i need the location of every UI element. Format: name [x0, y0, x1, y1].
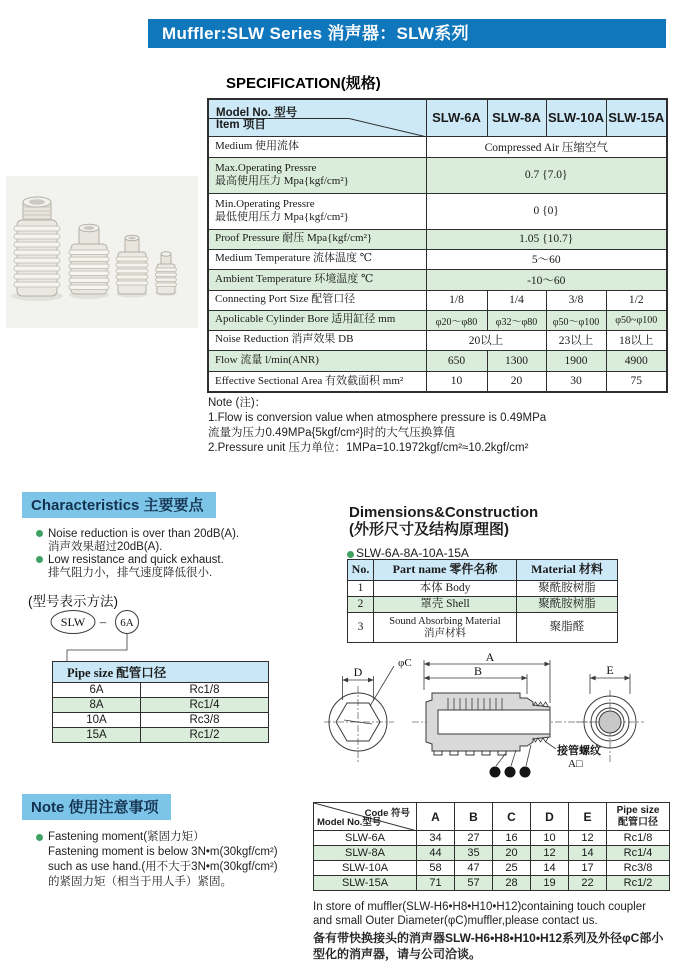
code-dim-header: D — [531, 803, 569, 831]
bullet-item — [36, 554, 326, 579]
spec-row-medium-temp: Medium Temperature 流体温度 ℃ 5～60 — [208, 249, 667, 269]
code-pipe-header: Pipe size 配管口径 — [607, 803, 670, 831]
pipe-size-table — [52, 661, 269, 743]
parts-table — [347, 559, 618, 643]
label-line-en: Max.Operating Pressre — [215, 161, 317, 174]
spec-row-bore: Apolicable Cylinder Bore 适用缸径 mm φ20～φ80 φ32～φ80 φ50～φ100 φ50~φ100 — [208, 310, 667, 330]
corner-model-label: Model No.型号 — [317, 817, 382, 828]
code-dim-header: E — [569, 803, 607, 831]
characteristics-bullets — [36, 528, 326, 580]
pipe-row: 8A Rc1/4 — [53, 698, 269, 713]
spec-row-noise: Noise Reduction 消声效果 DB 20以上 23以上 18以上 — [208, 330, 667, 350]
footer-line-en: and small Outer Diameter(φC)muffler,please contact us. — [313, 915, 598, 927]
callout-1: 1 — [523, 768, 527, 777]
dim-b-label: B — [473, 664, 483, 678]
pipe-table-header: Pipe size 配管口径 — [53, 662, 269, 683]
footer-line-en: In store of muffler(SLW-H6•H8•H10•H12)containing touch coupler — [313, 901, 646, 913]
parts-row: 2 罩壳 Shell 聚酰胺树脂 — [348, 597, 618, 613]
footer-line-cn: 备有带快换接头的消声器SLW-H6•H8•H10•H12系列及外径φC部小 — [313, 931, 664, 945]
parts-row: 3 Sound Absorbing Material 消声材料 聚脂醛 — [348, 613, 618, 643]
code-row: SLW-8A 44 35 20 12 14 Rc1/4 — [314, 846, 670, 861]
callout-3: 3 — [493, 768, 497, 777]
bullet-text-en: Low resistance and quick exhaust. — [48, 554, 224, 566]
page-title: Muffler:SLW Series 消声器：SLW系列 — [162, 24, 469, 43]
model-prefix: SLW — [60, 615, 86, 629]
title-bar — [148, 19, 666, 48]
spec-corner-cell — [208, 99, 426, 136]
pipe-row: 15A Rc1/2 — [53, 728, 269, 743]
bullet-text-cn: 排气阻力小，排气速度降低很小. — [48, 566, 213, 579]
footer-note — [313, 900, 675, 962]
model-code-caption: (型号表示方法) — [28, 594, 118, 609]
code-row: SLW-6A 34 27 16 10 12 Rc1/8 — [314, 831, 670, 846]
spec-note-line: 2.Pressure unit 压力单位：1MPa=10.1972kgf/cm²≈10.2kgf/cm² — [208, 442, 529, 454]
corner-code-label: Code 符号 — [364, 808, 410, 819]
model-size: 6A — [120, 617, 134, 629]
thread-label: 接管螺纹 — [557, 745, 601, 757]
model-header: SLW-8A — [487, 99, 546, 136]
code-dim-header: B — [455, 803, 493, 831]
model-dash: – — [99, 614, 107, 629]
spec-row-min-pressure: Min.Operating Pressre 最低使用压力 Mpa{kgf/cm²} 0 {0} — [208, 193, 667, 229]
dimensions-heading — [349, 504, 538, 538]
usage-note-heading: Note 使用注意事项 — [22, 794, 171, 820]
green-bullet-icon — [36, 556, 43, 563]
model-code-diagram — [35, 606, 275, 662]
bullet-item — [36, 830, 336, 890]
spec-row-port-size: Connecting Port Size 配管口径 1/8 1/4 3/8 1/2 — [208, 290, 667, 310]
code-row: SLW-10A 58 47 25 14 17 Rc3/8 — [314, 861, 670, 876]
dimensions-title-en: Dimensions&Construction — [349, 504, 539, 521]
parts-header-name: Part name 零件名称 — [374, 560, 517, 581]
section-view — [412, 650, 620, 778]
spec-note — [208, 396, 678, 456]
corner-item-label: Item 项目 — [216, 118, 266, 131]
characteristics-heading: Characteristics 主要要点 — [22, 492, 216, 518]
spec-note-line: 1.Flow is conversion value when atmosphere pressure is 0.49MPa — [208, 412, 547, 424]
thread-sub-label: A□ — [568, 758, 583, 770]
pipe-row: 10A Rc3/8 — [53, 713, 269, 728]
technical-drawing — [320, 650, 680, 790]
green-bullet-icon — [36, 834, 43, 841]
callout-2: 2 — [508, 768, 512, 777]
connector-line — [67, 634, 127, 663]
spec-row-area: Effective Sectional Area 有效截面积 mm² 10 20 30 75 — [208, 371, 667, 392]
bullet-text-cn: 消声效果超过20dB(A). — [48, 540, 163, 553]
dim-c-label: φC — [398, 657, 412, 669]
dim-a-label: A — [485, 650, 495, 664]
parts-header-material: Material 材料 — [517, 560, 618, 581]
spec-note-title: Note (注)： — [208, 397, 267, 409]
model-header: SLW-10A — [546, 99, 606, 136]
corner-model-label: Model No. 型号 — [216, 107, 298, 119]
specification-table — [207, 98, 668, 393]
specification-heading: SPECIFICATION(规格) — [226, 75, 381, 92]
dim-d-label: D — [353, 665, 363, 679]
dim-e-label: E — [606, 663, 614, 677]
parts-header-no: No. — [348, 560, 374, 581]
bullet-text-en: Noise reduction is over than 20dB(A). — [48, 528, 240, 540]
code-corner-cell — [314, 803, 417, 831]
dimensions-title-cn: (外形尺寸及结构原理图) — [349, 521, 509, 538]
model-header: SLW-15A — [606, 99, 667, 136]
spec-row-ambient-temp: Ambient Temperature 环境温度 ℃ -10～60 — [208, 269, 667, 290]
spec-row-flow: Flow 流量 l/min(ANR) 650 1300 1900 4900 — [208, 350, 667, 371]
spec-row-proof: Proof Pressure 耐压 Mpa{kgf/cm²} 1.05 {10.7} — [208, 229, 667, 249]
code-dim-header: C — [493, 803, 531, 831]
spec-note-line: 流量为压力0.49MPa{5kgf/cm²}时的大气压换算值 — [208, 427, 456, 439]
usage-line: such as use hand.(用不大于3N•m(30kgf/cm²) — [48, 861, 278, 873]
parts-row: 1 本体 Body 聚酰胺树脂 — [348, 581, 618, 597]
usage-bullet-title: Fastening moment(紧固力矩） — [48, 831, 205, 843]
green-bullet-icon — [347, 551, 354, 558]
footer-line-cn: 型化的消声器，请与公司洽谈。 — [313, 947, 482, 961]
label-line-cn: 最高使用压力 Mpa{kgf/cm²} — [215, 175, 349, 187]
spec-row-max-pressure: Max.Operating Pressre 最高使用压力 Mpa{kgf/cm²} 0.7 {7.0} — [208, 157, 667, 193]
bullet-item — [36, 528, 326, 553]
spec-row-medium: Medium 使用流体 Compressed Air 压缩空气 — [208, 136, 667, 157]
green-bullet-icon — [36, 530, 43, 537]
usage-line: Fastening moment is below 3N•m(30kgf/cm²) — [48, 846, 278, 858]
code-dim-header: A — [417, 803, 455, 831]
code-row: SLW-15A 71 57 28 19 22 Rc1/2 — [314, 876, 670, 891]
usage-line: 的紧固力矩（相当于用人手）紧固。 — [48, 876, 232, 888]
left-end-view — [324, 657, 412, 762]
pipe-row: 6A Rc1/8 — [53, 683, 269, 698]
model-header: SLW-6A — [426, 99, 487, 136]
product-photo — [6, 176, 198, 328]
label-line-cn: 最低使用压力 Mpa{kgf/cm²} — [215, 211, 349, 223]
code-table — [313, 802, 670, 891]
series-label: SLW-6A-8A-10A-15A — [347, 546, 469, 560]
label-line-en: Min.Operating Pressre — [215, 197, 315, 210]
usage-note-body — [36, 830, 336, 890]
